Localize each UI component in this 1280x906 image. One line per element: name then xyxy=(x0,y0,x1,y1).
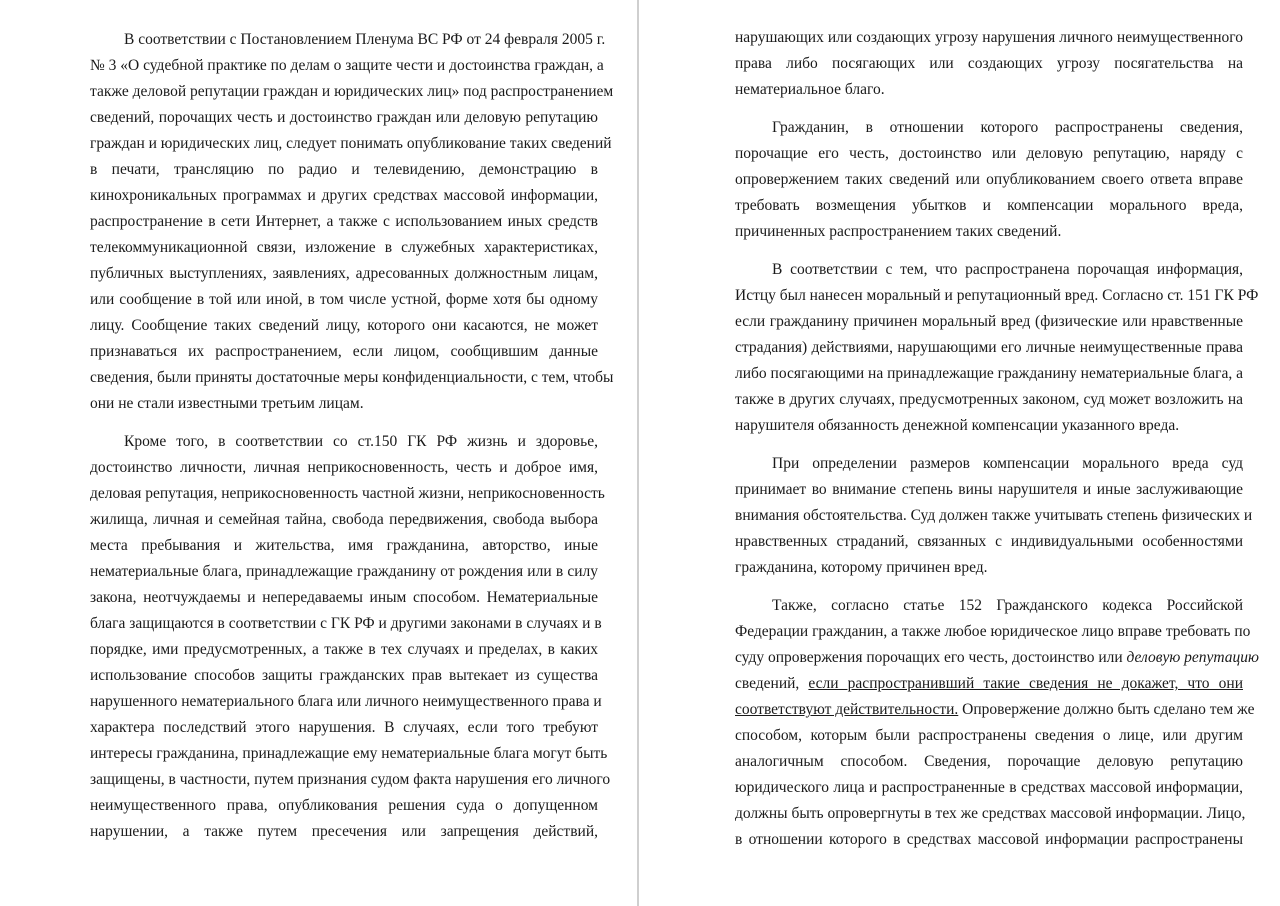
text-line: опровержением таких сведений или опубликованием своего ответа вправе xyxy=(735,171,1243,188)
text-line: причиненных распространением таких сведений. xyxy=(735,223,1062,240)
text-line: места пребывания и жительства, имя гражданина, авторство, иные xyxy=(90,537,598,554)
text-line: Истцу был нанесен моральный и репутационный вред. Согласно ст. 151 ГК РФ xyxy=(735,287,1259,304)
text-line: нематериальное благо. xyxy=(735,81,885,98)
text-segment: суду опровержения порочащих его честь, достоинство или xyxy=(735,649,1127,666)
left-document-page xyxy=(0,0,637,906)
text-line: должны быть опровергнуты в тех же средствах массовой информации. Лицо, xyxy=(735,805,1246,822)
text-line: гражданина, которому причинен вред. xyxy=(735,559,988,576)
text-line: Также, согласно статье 152 Гражданского кодекса Российской xyxy=(772,597,1243,614)
text-line: способом, которым были распространены сведения о лице, или другим xyxy=(735,727,1243,744)
underlined-text: соответствуют действительности. xyxy=(735,701,959,718)
right-document-page xyxy=(639,0,1280,906)
text-line: либо посягающими на принадлежащие гражданину нематериальные блага, а xyxy=(735,365,1243,382)
text-line: неимущественного права, опубликования решения суда о допущенном xyxy=(90,797,598,814)
text-line: граждан и юридических лиц, следует понимать опубликование таких сведений xyxy=(90,135,612,152)
text-line: страдания) действиями, нарушающими его личные неимущественные права xyxy=(735,339,1243,356)
text-line: использование способов защиты гражданских прав вытекает из существа xyxy=(90,667,598,684)
text-line: защищены, в частности, путем признания судом факта нарушения его личного xyxy=(90,771,611,788)
text-line: или сообщение в той или иной, в том числе устной, форме хотя бы одному xyxy=(90,291,598,308)
text-line: также в других случаях, предусмотренных законом, суд может возложить на xyxy=(735,391,1243,408)
text-line: нарушенного нематериального блага или личного неимущественного права и xyxy=(90,693,602,710)
text-line: интересы гражданина, принадлежащие ему нематериальные блага могут быть xyxy=(90,745,608,762)
text-line: лицу. Сообщение таких сведений лицу, которого они касаются, не может xyxy=(90,317,598,334)
text-line: При определении размеров компенсации морального вреда суд xyxy=(772,455,1243,472)
text-line: принимает во внимание степень вины нарушителя и иные заслуживающие xyxy=(735,481,1243,498)
text-line: блага защищаются в соответствии с ГК РФ и другими законами в случаях и в xyxy=(90,615,602,632)
text-line: нарушителя обязанность денежной компенсации указанного вреда. xyxy=(735,417,1180,434)
text-line: нарушении, а также путем пресечения или запрещения действий, xyxy=(90,823,598,840)
text-line: деловая репутация, неприкосновенность частной жизни, неприкосновенность xyxy=(90,485,605,502)
text-line: порядке, ими предусмотренных, а также в тех случаях и пределах, в каких xyxy=(90,641,598,658)
text-line: № 3 «О судебной практике по делам о защите чести и достоинства граждан, а xyxy=(90,57,604,74)
italic-text: деловую репутацию xyxy=(1126,649,1259,666)
text-line: достоинство личности, личная неприкосновенность, честь и доброе имя, xyxy=(90,459,598,476)
text-line: они не стали известными третьим лицам. xyxy=(90,395,364,412)
text-line: кинохроникальных программах и других средствах массовой информации, xyxy=(90,187,598,204)
text-line: характера последствий этого нарушения. В случаях, если того требуют xyxy=(90,719,598,736)
text-line xyxy=(735,645,1259,671)
text-segment: Опровержение должно быть сделано тем же xyxy=(958,701,1255,718)
text-line: в отношении которого в средствах массовой информации распространены xyxy=(735,831,1243,848)
text-line: права либо посягающих или создающих угрозу посягательства на xyxy=(735,55,1243,72)
text-line: нравственных страданий, связанных с индивидуальными особенностями xyxy=(735,533,1243,550)
text-line: сведений, порочащих честь и достоинство граждан или деловую репутацию xyxy=(90,109,598,126)
text-line: публичных выступлениях, заявлениях, адресованных должностным лицам, xyxy=(90,265,598,282)
text-line: распространение в сети Интернет, а также с использованием иных средств xyxy=(90,213,598,230)
text-line: Федерации гражданин, а также любое юридическое лицо вправе требовать по xyxy=(735,623,1251,640)
text-line: признаваться их распространением, если лицом, сообщившим данные xyxy=(90,343,598,360)
text-line: сведения, были приняты достаточные меры конфиденциальности, с тем, чтобы xyxy=(90,369,614,386)
text-segment: сведений, xyxy=(735,675,809,692)
text-line: Гражданин, в отношении которого распространены сведения, xyxy=(772,119,1243,136)
text-line: требовать возмещения убытков и компенсации морального вреда, xyxy=(735,197,1243,214)
text-line: В соответствии с тем, что распространена порочащая информация, xyxy=(772,261,1243,278)
text-line xyxy=(735,697,1255,723)
text-line: нематериальные блага, принадлежащие гражданину от рождения или в силу xyxy=(90,563,598,580)
text-line xyxy=(735,671,1243,697)
text-line: нарушающих или создающих угрозу нарушения личного неимущественного xyxy=(735,29,1243,46)
text-line: закона, неотчуждаемы и непередаваемы иным способом. Нематериальные xyxy=(90,589,598,606)
underlined-text: если распространивший такие сведения не докажет, что они xyxy=(808,675,1243,692)
text-line: также деловой репутации граждан и юридических лиц» под распространением xyxy=(90,83,614,100)
text-line: порочащие его честь, достоинство или деловую репутацию, наряду с xyxy=(735,145,1243,162)
text-line: В соответствии с Постановлением Пленума ВС РФ от 24 февраля 2005 г. xyxy=(124,31,606,48)
text-line: аналогичным способом. Сведения, порочащие деловую репутацию xyxy=(735,753,1243,770)
text-line: жилища, личная и семейная тайна, свобода передвижения, свобода выбора xyxy=(90,511,598,528)
text-line: телекоммуникационной связи, изложение в служебных характеристиках, xyxy=(90,239,598,256)
text-line: юридического лица и распространенные в средствах массовой информации, xyxy=(735,779,1243,796)
text-line: Кроме того, в соответствии со ст.150 ГК РФ жизнь и здоровье, xyxy=(124,433,598,450)
text-line: если гражданину причинен моральный вред (физические или нравственные xyxy=(735,313,1243,330)
text-line: в печати, трансляцию по радио и телевидению, демонстрацию в xyxy=(90,161,598,178)
text-line: внимания обстоятельства. Суд должен также учитывать степень физических и xyxy=(735,507,1253,524)
